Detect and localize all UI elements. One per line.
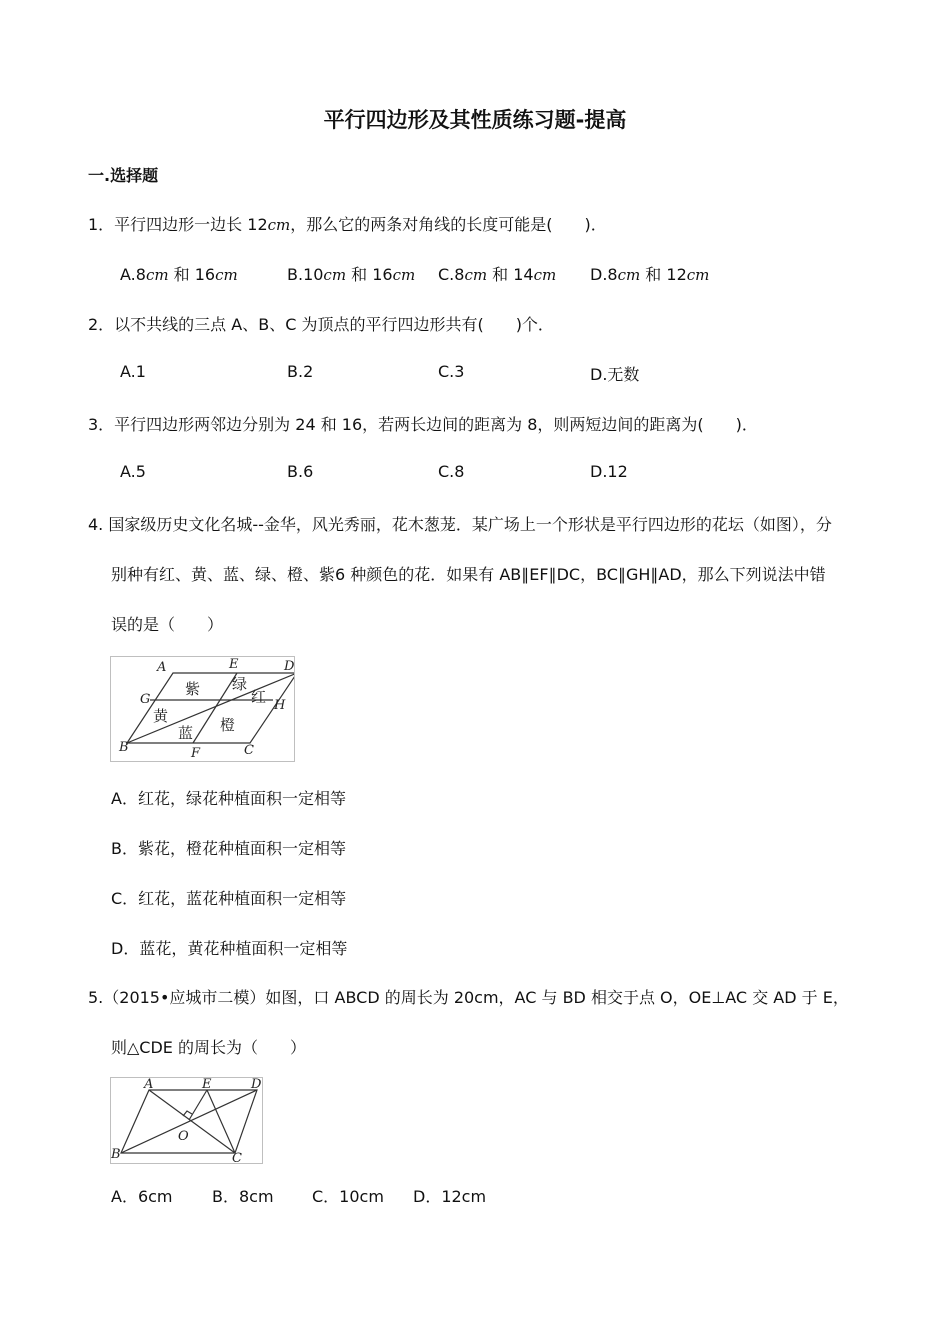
question-3-option-b: B.6 xyxy=(287,462,314,481)
question-2-option-d: D.无数 xyxy=(590,365,640,384)
question-3-option-a: A.5 xyxy=(120,462,146,481)
region-purple-label: 紫 xyxy=(185,680,201,698)
region-green-label: 绿 xyxy=(232,675,248,693)
question-4-line-3: 误的是（ ） xyxy=(111,615,224,634)
question-1-option-b: B.10cm 和 16cm xyxy=(287,265,416,284)
region-yellow-label: 黄 xyxy=(153,707,169,725)
point-h-label: H xyxy=(274,698,286,713)
point-o-label: O xyxy=(178,1129,189,1144)
question-4-line-2: 别种有红、黄、蓝、绿、橙、紫6 种颜色的花．如果有 AB∥EF∥DC，BC∥GH∥AD，那么下列说法中错 xyxy=(111,565,826,584)
point-e-label: E xyxy=(229,657,239,672)
question-3-option-d: D.12 xyxy=(590,462,628,481)
question-5-line-2: 则△CDE 的周长为（ ） xyxy=(111,1038,306,1057)
question-5-option-d: D．12cm xyxy=(413,1187,487,1206)
point-d-label: D xyxy=(284,659,294,674)
question-3-text: 3．平行四边形两邻边分别为 24 和 16，若两长边间的距离为 8，则两短边间的距离为( )． xyxy=(88,415,758,434)
point-g-label: G xyxy=(140,692,151,707)
region-blue-label: 蓝 xyxy=(178,724,194,742)
region-orange-label: 橙 xyxy=(220,716,236,734)
question-4-line-1: 4. 国家级历史文化名城--金华，风光秀丽，花木葱茏．某广场上一个形状是平行四边形的花坛（如图），分 xyxy=(88,515,832,534)
question-1-text-end: ，那么它的两条对角线的长度可能是( )． xyxy=(290,215,607,234)
unit-label: cm xyxy=(267,216,291,234)
question-1-text-start: 1．平行四边形一边长 12 xyxy=(88,215,268,234)
question-1 xyxy=(88,212,607,235)
parallelogram-abcd-diagram xyxy=(111,1078,262,1163)
question-1-option-a: A.8cm 和 16cm xyxy=(120,265,238,284)
page-title: 平行四边形及其性质练习题-提高 xyxy=(323,108,627,132)
point-a-label: A xyxy=(157,660,167,675)
diagonal-bd xyxy=(121,1090,257,1153)
question-3-option-c: C.8 xyxy=(438,462,465,481)
question-4-option-c: C．红花，蓝花种植面积一定相等 xyxy=(111,889,347,908)
question-5-option-c: C．10cm xyxy=(312,1187,384,1206)
flower-bed-diagram xyxy=(111,657,294,761)
flower-bed-figure xyxy=(110,656,295,762)
question-4-option-a: A．红花，绿花种植面积一定相等 xyxy=(111,789,346,808)
question-1-option-d: D.8cm 和 12cm xyxy=(590,265,710,284)
question-2-option-c: C.3 xyxy=(438,362,465,381)
question-5-option-b: B．8cm xyxy=(212,1187,274,1206)
right-angle-mark xyxy=(183,1111,192,1116)
segment-oe xyxy=(189,1090,207,1120)
point-e-label: E xyxy=(202,1078,212,1092)
section-heading: 一.选择题 xyxy=(88,166,159,185)
question-2-option-b: B.2 xyxy=(287,362,314,381)
question-4-option-d: D．蓝花，黄花种植面积一定相等 xyxy=(111,939,348,958)
point-c-label: C xyxy=(232,1151,242,1163)
point-b-label: B xyxy=(119,740,129,755)
question-1-option-c: C.8cm 和 14cm xyxy=(438,265,557,284)
point-c-label: C xyxy=(244,743,254,758)
question-4-option-b: B．紫花，橙花种植面积一定相等 xyxy=(111,839,346,858)
question-2-option-a: A.1 xyxy=(120,362,146,381)
point-b-label: B xyxy=(111,1147,121,1162)
parallelogram-abcd-figure xyxy=(110,1077,263,1164)
point-f-label: F xyxy=(191,746,201,761)
diagonal-ac xyxy=(149,1090,235,1153)
question-2-text: 2．以不共线的三点 A、B、C 为顶点的平行四边形共有( )个． xyxy=(88,315,554,334)
segment-ce xyxy=(207,1090,235,1153)
region-red-label: 红 xyxy=(251,688,267,706)
question-5-option-a: A．6cm xyxy=(111,1187,173,1206)
point-a-label: A xyxy=(144,1078,154,1092)
point-d-label: D xyxy=(251,1078,262,1092)
question-5-line-1: 5.（2015•应城市二模）如图，口 ABCD 的周长为 20cm，AC 与 BD 相交于点 O，OE⊥AC 交 AD 于 E， xyxy=(88,988,849,1007)
